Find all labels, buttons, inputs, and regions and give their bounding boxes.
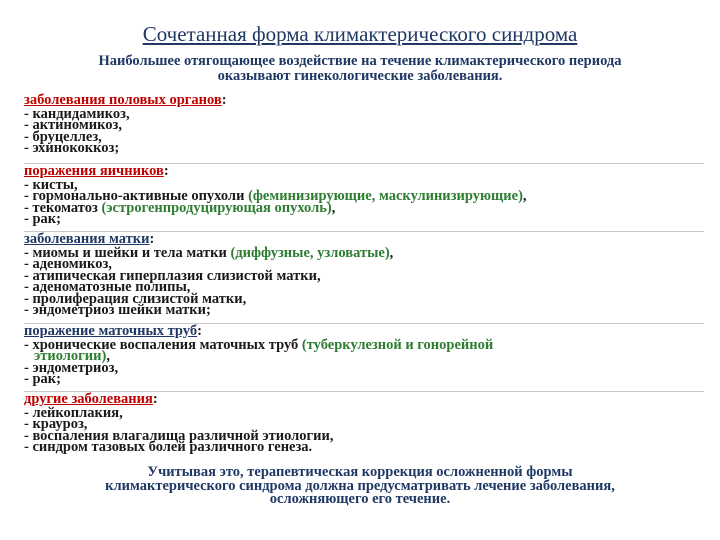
conclusion	[20, 466, 700, 507]
subtitle-line: оказывают гинекологические заболевания.	[217, 68, 503, 84]
list-item: - актиномикоз,	[24, 117, 122, 133]
list-item: - эхинококкоз;	[24, 140, 120, 156]
section-ovary-lesions: поражения яичников: - кисты, - гормонально-активные опухоли (феминизирующие, маскулинизирующие), - текоматоз (эстрогенпродуцирующая опухоль), - рак;	[24, 163, 704, 226]
section-heading: заболевания матки	[24, 231, 150, 247]
section-tube-lesions: поражение маточных труб: - хронические воспаления маточных труб (туберкулезной и гонорейной этиологии), - эндометриоз, - рак;	[24, 323, 704, 386]
list-item: - эндометриоз,	[24, 359, 119, 376]
section-heading: поражение маточных труб	[24, 323, 198, 339]
section-other-diseases: другие заболевания: - лейкоплакия, - крауроз, - воспаления влагалища различной этиологии, - синдром тазовых болей различного генеза.	[24, 391, 704, 454]
list-item: - синдром тазовых болей различного генеза.	[24, 439, 313, 455]
list-item: - пролиферация слизистой матки,	[24, 290, 247, 307]
list-item: - текоматоз (эстрогенпродуцирующая опухоль),	[24, 199, 336, 216]
section-heading: другие заболевания	[24, 391, 153, 407]
section-genital-diseases: заболевания половых органов: - кандидамикоз, - актиномикоз, - бруцеллез, - эхинококкоз;	[24, 95, 704, 155]
list-item: - рак;	[24, 211, 61, 227]
list-item: - атипическая гиперплазия слизистой матки,	[24, 267, 321, 284]
list-item: - лейкоплакия,	[24, 404, 123, 421]
subtitle	[20, 54, 700, 84]
list-item: - рак;	[24, 371, 61, 387]
list-item: - гормонально-активные опухоли (феминизирующие, маскулинизирующие),	[24, 188, 527, 204]
list-item: - эндометриоз шейки матки;	[24, 302, 211, 318]
page-title: Сочетанная форма климактерического синдрома	[142, 22, 578, 46]
list-item: - кисты,	[24, 176, 78, 193]
list-item: - миомы и шейки и тела матки (диффузные, узловатые),	[24, 244, 394, 261]
section-heading: поражения яичников	[24, 163, 164, 179]
subtitle-line: Наибольшее отягощающее воздействие на течение климактерического периода	[98, 53, 622, 69]
section-heading: заболевания половых органов	[24, 92, 222, 108]
list-item: - бруцеллез,	[24, 128, 102, 145]
list-item: - хронические воспаления маточных труб (туберкулезной и гонорейной	[24, 336, 494, 353]
list-item: - кандидамикоз,	[24, 105, 130, 122]
list-item-continuation: этиологии),	[34, 348, 110, 364]
conclusion-line: осложняющего его течение.	[269, 491, 451, 507]
list-item: - аденоматозные полипы,	[24, 279, 191, 295]
list-item: - крауроз,	[24, 416, 88, 432]
section-uterus-diseases: заболевания матки: - миомы и шейки и тела матки (диффузные, узловатые), - аденомикоз, - атипическая гиперплазия слизистой матки, - аденоматозные полипы, - пролиферация слизистой матки, - эндометриоз шейки матки;	[24, 231, 704, 317]
list-item: - воспаления влагалища различной этиологии,	[24, 427, 334, 444]
conclusion-line: Учитывая это, терапевтическая коррекция осложненной формы	[147, 464, 573, 480]
list-item: - аденомикоз,	[24, 256, 112, 272]
conclusion-line: климактерического синдрома должна предусматривать лечение заболевания,	[105, 477, 615, 494]
